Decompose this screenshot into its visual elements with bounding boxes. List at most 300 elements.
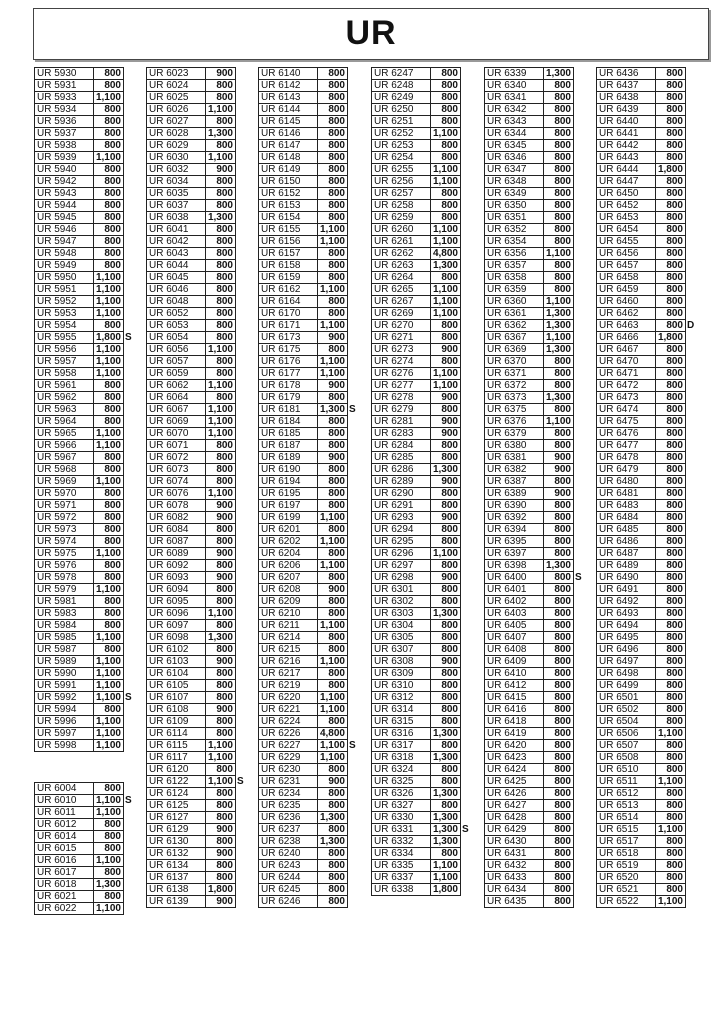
item-code: UR 6286 (372, 464, 431, 476)
table-row (597, 524, 686, 536)
table-row (35, 80, 124, 92)
item-price: 800 (543, 212, 573, 224)
item-code: UR 6038 (147, 212, 206, 224)
table-row (259, 812, 348, 824)
table-row (485, 236, 574, 248)
item-code: UR 6201 (259, 524, 318, 536)
item-code: UR 6462 (597, 308, 656, 320)
item-code: UR 5981 (35, 596, 94, 608)
table-row (485, 704, 574, 716)
item-code: UR 6271 (372, 332, 431, 344)
item-price: 800 (543, 776, 573, 788)
item-price: 800 (317, 152, 347, 164)
table-row (372, 812, 461, 824)
item-code: UR 6438 (597, 92, 656, 104)
table-row (597, 272, 686, 284)
item-code: UR 6375 (485, 404, 544, 416)
table-row (372, 416, 461, 428)
item-code: UR 6004 (35, 783, 94, 795)
item-price: 1,100 (317, 752, 347, 764)
item-price: 800 (93, 68, 123, 80)
item-code: UR 6479 (597, 464, 656, 476)
price-table (34, 67, 132, 752)
table-row (372, 572, 461, 584)
table-row (597, 80, 686, 92)
item-price: 800 (317, 896, 347, 908)
table-row (485, 428, 574, 440)
table-row (485, 716, 574, 728)
table-row (485, 668, 574, 680)
item-code: UR 6130 (147, 836, 206, 848)
table-row (485, 188, 574, 200)
item-code: UR 6430 (485, 836, 544, 848)
item-price: 800 (655, 200, 685, 212)
item-price: 800 (205, 176, 235, 188)
table-row (372, 212, 461, 224)
item-price: 800 (93, 891, 123, 903)
table-row (259, 248, 348, 260)
table-row (485, 572, 574, 584)
item-code: UR 6016 (35, 855, 94, 867)
item-code: UR 6397 (485, 548, 544, 560)
table-row (259, 188, 348, 200)
item-price: 1,100 (317, 356, 347, 368)
item-price: 800 (543, 524, 573, 536)
item-price: 800 (430, 200, 460, 212)
item-code: UR 6485 (597, 524, 656, 536)
item-price: 800 (205, 836, 235, 848)
item-price: 1,100 (655, 896, 685, 908)
item-price: 800 (543, 380, 573, 392)
item-code: UR 6156 (259, 236, 318, 248)
item-code: UR 6219 (259, 680, 318, 692)
table-row (485, 560, 574, 572)
item-code: UR 6371 (485, 368, 544, 380)
item-price: 800 (93, 572, 123, 584)
item-price: 1,100 (430, 224, 460, 236)
item-code: UR 6433 (485, 872, 544, 884)
item-code: UR 6405 (485, 620, 544, 632)
table-row (372, 80, 461, 92)
item-code: UR 6309 (372, 668, 431, 680)
table-row (372, 164, 461, 176)
item-price: 1,300 (430, 608, 460, 620)
table-row (485, 116, 574, 128)
item-code: UR 6209 (259, 596, 318, 608)
table-row (35, 116, 124, 128)
table-row (35, 440, 124, 452)
item-code: UR 6472 (597, 380, 656, 392)
table-row (485, 176, 574, 188)
item-code: UR 6125 (147, 800, 206, 812)
table-row (485, 764, 574, 776)
table-row (35, 572, 124, 584)
item-price: 800 (430, 740, 460, 752)
item-price: 800 (543, 164, 573, 176)
item-code: UR 6506 (597, 728, 656, 740)
item-code: UR 6034 (147, 176, 206, 188)
item-code: UR 6207 (259, 572, 318, 584)
item-price: 800 (655, 632, 685, 644)
table-row (259, 452, 348, 464)
item-code: UR 6076 (147, 488, 206, 500)
item-code: UR 5967 (35, 452, 94, 464)
table-row (259, 260, 348, 272)
item-code: UR 5951 (35, 284, 94, 296)
item-price: 800 (543, 884, 573, 896)
item-price: 800 (205, 296, 235, 308)
item-code: UR 6283 (372, 428, 431, 440)
item-price: 800 (93, 560, 123, 572)
table-row (597, 200, 686, 212)
item-code: UR 6154 (259, 212, 318, 224)
table-row (147, 644, 236, 656)
item-price: 800 (317, 440, 347, 452)
table-row (35, 903, 124, 915)
table-row (372, 176, 461, 188)
item-code: UR 6095 (147, 596, 206, 608)
table-row (259, 716, 348, 728)
item-price: 800 (655, 188, 685, 200)
item-code: UR 6297 (372, 560, 431, 572)
table-row (35, 224, 124, 236)
item-price: 800 (93, 512, 123, 524)
item-code: UR 6332 (372, 836, 431, 848)
item-price: 800 (205, 392, 235, 404)
item-code: UR 6132 (147, 848, 206, 860)
item-price: 800 (430, 68, 460, 80)
item-code: UR 6206 (259, 560, 318, 572)
item-price: 1,100 (205, 608, 235, 620)
item-price: 800 (543, 128, 573, 140)
item-price: 800 (317, 524, 347, 536)
price-table (596, 67, 695, 908)
item-code: UR 6044 (147, 260, 206, 272)
table-row (597, 692, 686, 704)
item-code: UR 6491 (597, 584, 656, 596)
item-code: UR 6185 (259, 428, 318, 440)
table-row (597, 176, 686, 188)
item-price: 800 (655, 476, 685, 488)
item-code: UR 6519 (597, 860, 656, 872)
item-price: 800 (430, 776, 460, 788)
item-price: 1,100 (655, 728, 685, 740)
item-code: UR 6214 (259, 632, 318, 644)
item-price: 1,300 (205, 632, 235, 644)
table-row (147, 212, 236, 224)
item-code: UR 6150 (259, 176, 318, 188)
item-price: 800 (655, 128, 685, 140)
table-row (372, 776, 461, 788)
table-row (259, 368, 348, 380)
item-code: UR 6442 (597, 140, 656, 152)
table-row (597, 260, 686, 272)
item-code: UR 6459 (597, 284, 656, 296)
item-code: UR 6316 (372, 728, 431, 740)
item-code: UR 5974 (35, 536, 94, 548)
item-price: 900 (430, 656, 460, 668)
table-row (597, 104, 686, 116)
table-row (372, 128, 461, 140)
item-code: UR 6021 (35, 891, 94, 903)
item-price: 800 (543, 788, 573, 800)
item-code: UR 6410 (485, 668, 544, 680)
item-price: 800 (655, 104, 685, 116)
table-row (485, 152, 574, 164)
item-price: 800 (543, 80, 573, 92)
item-code: UR 6267 (372, 296, 431, 308)
item-code: UR 6059 (147, 368, 206, 380)
table-row (259, 152, 348, 164)
item-code: UR 5944 (35, 200, 94, 212)
table-row (35, 476, 124, 488)
item-code: UR 6376 (485, 416, 544, 428)
item-code: UR 6295 (372, 536, 431, 548)
table-row (485, 260, 574, 272)
item-price: 800 (205, 560, 235, 572)
item-price: 1,100 (205, 404, 235, 416)
table-row (259, 632, 348, 644)
table-row (372, 560, 461, 572)
item-price: 900 (430, 512, 460, 524)
row-flag: S (348, 740, 356, 751)
price-table (146, 67, 244, 908)
item-code: UR 6278 (372, 392, 431, 404)
table-row (597, 152, 686, 164)
item-code: UR 6211 (259, 620, 318, 632)
item-code: UR 6035 (147, 188, 206, 200)
item-price: 900 (430, 392, 460, 404)
item-code: UR 6318 (372, 752, 431, 764)
table-row (147, 284, 236, 296)
item-code: UR 6439 (597, 104, 656, 116)
row-flag: S (348, 404, 356, 415)
table-row (147, 140, 236, 152)
item-price: 1,100 (205, 380, 235, 392)
table-row (259, 884, 348, 896)
item-code: UR 6262 (372, 248, 431, 260)
item-price: 1,300 S (430, 824, 460, 836)
item-code: UR 6187 (259, 440, 318, 452)
item-code: UR 5987 (35, 644, 94, 656)
table-row (372, 260, 461, 272)
item-code: UR 6359 (485, 284, 544, 296)
item-code: UR 6042 (147, 236, 206, 248)
item-code: UR 6023 (147, 68, 206, 80)
item-code: UR 6330 (372, 812, 431, 824)
table-row (485, 68, 574, 80)
item-code: UR 5972 (35, 512, 94, 524)
item-code: UR 6089 (147, 548, 206, 560)
item-code: UR 6436 (597, 68, 656, 80)
item-code: UR 6493 (597, 608, 656, 620)
table-row (35, 783, 124, 795)
item-code: UR 6458 (597, 272, 656, 284)
item-price: 800 (317, 260, 347, 272)
table-row (372, 332, 461, 344)
item-price: 800 (655, 224, 685, 236)
table-row (147, 452, 236, 464)
item-code: UR 6144 (259, 104, 318, 116)
item-price: 800 (205, 92, 235, 104)
item-price: 800 (317, 716, 347, 728)
item-code: UR 5965 (35, 428, 94, 440)
table-row (372, 860, 461, 872)
item-code: UR 6304 (372, 620, 431, 632)
table-row (259, 848, 348, 860)
item-price: 800 S (543, 572, 573, 584)
item-code: UR 5990 (35, 668, 94, 680)
item-price: 1,100 (93, 807, 123, 819)
table-row (485, 896, 574, 908)
item-price: 800 (93, 416, 123, 428)
table-row (372, 368, 461, 380)
table-row (485, 128, 574, 140)
item-code: UR 6117 (147, 752, 206, 764)
item-price: 800 (430, 440, 460, 452)
table-row (35, 704, 124, 716)
item-price: 1,100 (317, 320, 347, 332)
item-price: 800 (543, 116, 573, 128)
item-price: 900 (205, 824, 235, 836)
table-row (147, 92, 236, 104)
table-row (372, 716, 461, 728)
item-price: 800 (430, 332, 460, 344)
item-code: UR 6434 (485, 884, 544, 896)
item-code: UR 6281 (372, 416, 431, 428)
item-price: 800 (93, 704, 123, 716)
item-price: 800 (430, 104, 460, 116)
row-flag: S (236, 776, 244, 787)
item-price: 800 (655, 884, 685, 896)
item-code: UR 6412 (485, 680, 544, 692)
item-price: 900 (205, 704, 235, 716)
item-code: UR 6120 (147, 764, 206, 776)
table-row (485, 752, 574, 764)
item-price: 800 (655, 752, 685, 764)
item-code: UR 6204 (259, 548, 318, 560)
item-price: 800 (205, 680, 235, 692)
table-row (485, 284, 574, 296)
item-price: 800 (655, 740, 685, 752)
item-price: 800 (317, 104, 347, 116)
item-price: 800 (655, 212, 685, 224)
item-price: 800 (655, 572, 685, 584)
table-row (147, 392, 236, 404)
table-row (259, 524, 348, 536)
item-price: 800 (317, 572, 347, 584)
item-code: UR 5946 (35, 224, 94, 236)
item-code: UR 6296 (372, 548, 431, 560)
item-code: UR 5978 (35, 572, 94, 584)
item-code: UR 6148 (259, 152, 318, 164)
item-code: UR 6453 (597, 212, 656, 224)
table-row (597, 848, 686, 860)
table-row (147, 740, 236, 752)
item-price: 800 (430, 536, 460, 548)
item-price: 1,100 (93, 284, 123, 296)
item-code: UR 5949 (35, 260, 94, 272)
item-price: 800 (655, 608, 685, 620)
item-price: 800 (205, 536, 235, 548)
row-flag: S (574, 572, 582, 583)
table-row (35, 404, 124, 416)
item-price: 800 (430, 704, 460, 716)
item-price: 800 (543, 140, 573, 152)
table-row (597, 380, 686, 392)
table-row (597, 764, 686, 776)
item-code: UR 6062 (147, 380, 206, 392)
table-row (597, 644, 686, 656)
item-price: 1,100 (205, 488, 235, 500)
item-price: 800 (317, 764, 347, 776)
item-price: 800 (430, 560, 460, 572)
table-row (35, 716, 124, 728)
table-row (259, 104, 348, 116)
item-code: UR 6407 (485, 632, 544, 644)
table-row (597, 356, 686, 368)
item-price: 900 (430, 572, 460, 584)
table-row (35, 668, 124, 680)
table-row (35, 536, 124, 548)
item-price: 800 (93, 380, 123, 392)
item-price: 1,300 (430, 812, 460, 824)
item-price: 800 (655, 512, 685, 524)
item-code: UR 6379 (485, 428, 544, 440)
item-price: 800 (93, 164, 123, 176)
table-row (597, 68, 686, 80)
item-price: 800 (317, 200, 347, 212)
item-price: 800 (205, 788, 235, 800)
item-code: UR 6352 (485, 224, 544, 236)
table-row (597, 620, 686, 632)
table-row (147, 308, 236, 320)
item-code: UR 6437 (597, 80, 656, 92)
item-code: UR 6504 (597, 716, 656, 728)
item-code: UR 5954 (35, 320, 94, 332)
item-price: 800 (543, 176, 573, 188)
item-code: UR 6170 (259, 308, 318, 320)
item-price: 1,800 (655, 164, 685, 176)
table-row (35, 488, 124, 500)
item-code: UR 5950 (35, 272, 94, 284)
item-code: UR 6022 (35, 903, 94, 915)
item-code: UR 6312 (372, 692, 431, 704)
item-price: 800 (430, 620, 460, 632)
item-price: 800 (317, 116, 347, 128)
item-price: 800 (430, 584, 460, 596)
item-price: 800 (430, 800, 460, 812)
item-code: UR 6142 (259, 80, 318, 92)
item-price: 800 (655, 644, 685, 656)
item-code: UR 6070 (147, 428, 206, 440)
item-code: UR 6294 (372, 524, 431, 536)
table-row (35, 740, 124, 752)
item-code: UR 6227 (259, 740, 318, 752)
item-code: UR 6289 (372, 476, 431, 488)
item-code: UR 6109 (147, 716, 206, 728)
table-row (485, 200, 574, 212)
table-row (372, 764, 461, 776)
item-price: 1,300 (543, 560, 573, 572)
item-price: 800 (430, 764, 460, 776)
item-code: UR 6026 (147, 104, 206, 116)
item-price: 1,300 (317, 812, 347, 824)
item-code: UR 6298 (372, 572, 431, 584)
table-row (485, 620, 574, 632)
table-row (485, 476, 574, 488)
table-row (147, 104, 236, 116)
